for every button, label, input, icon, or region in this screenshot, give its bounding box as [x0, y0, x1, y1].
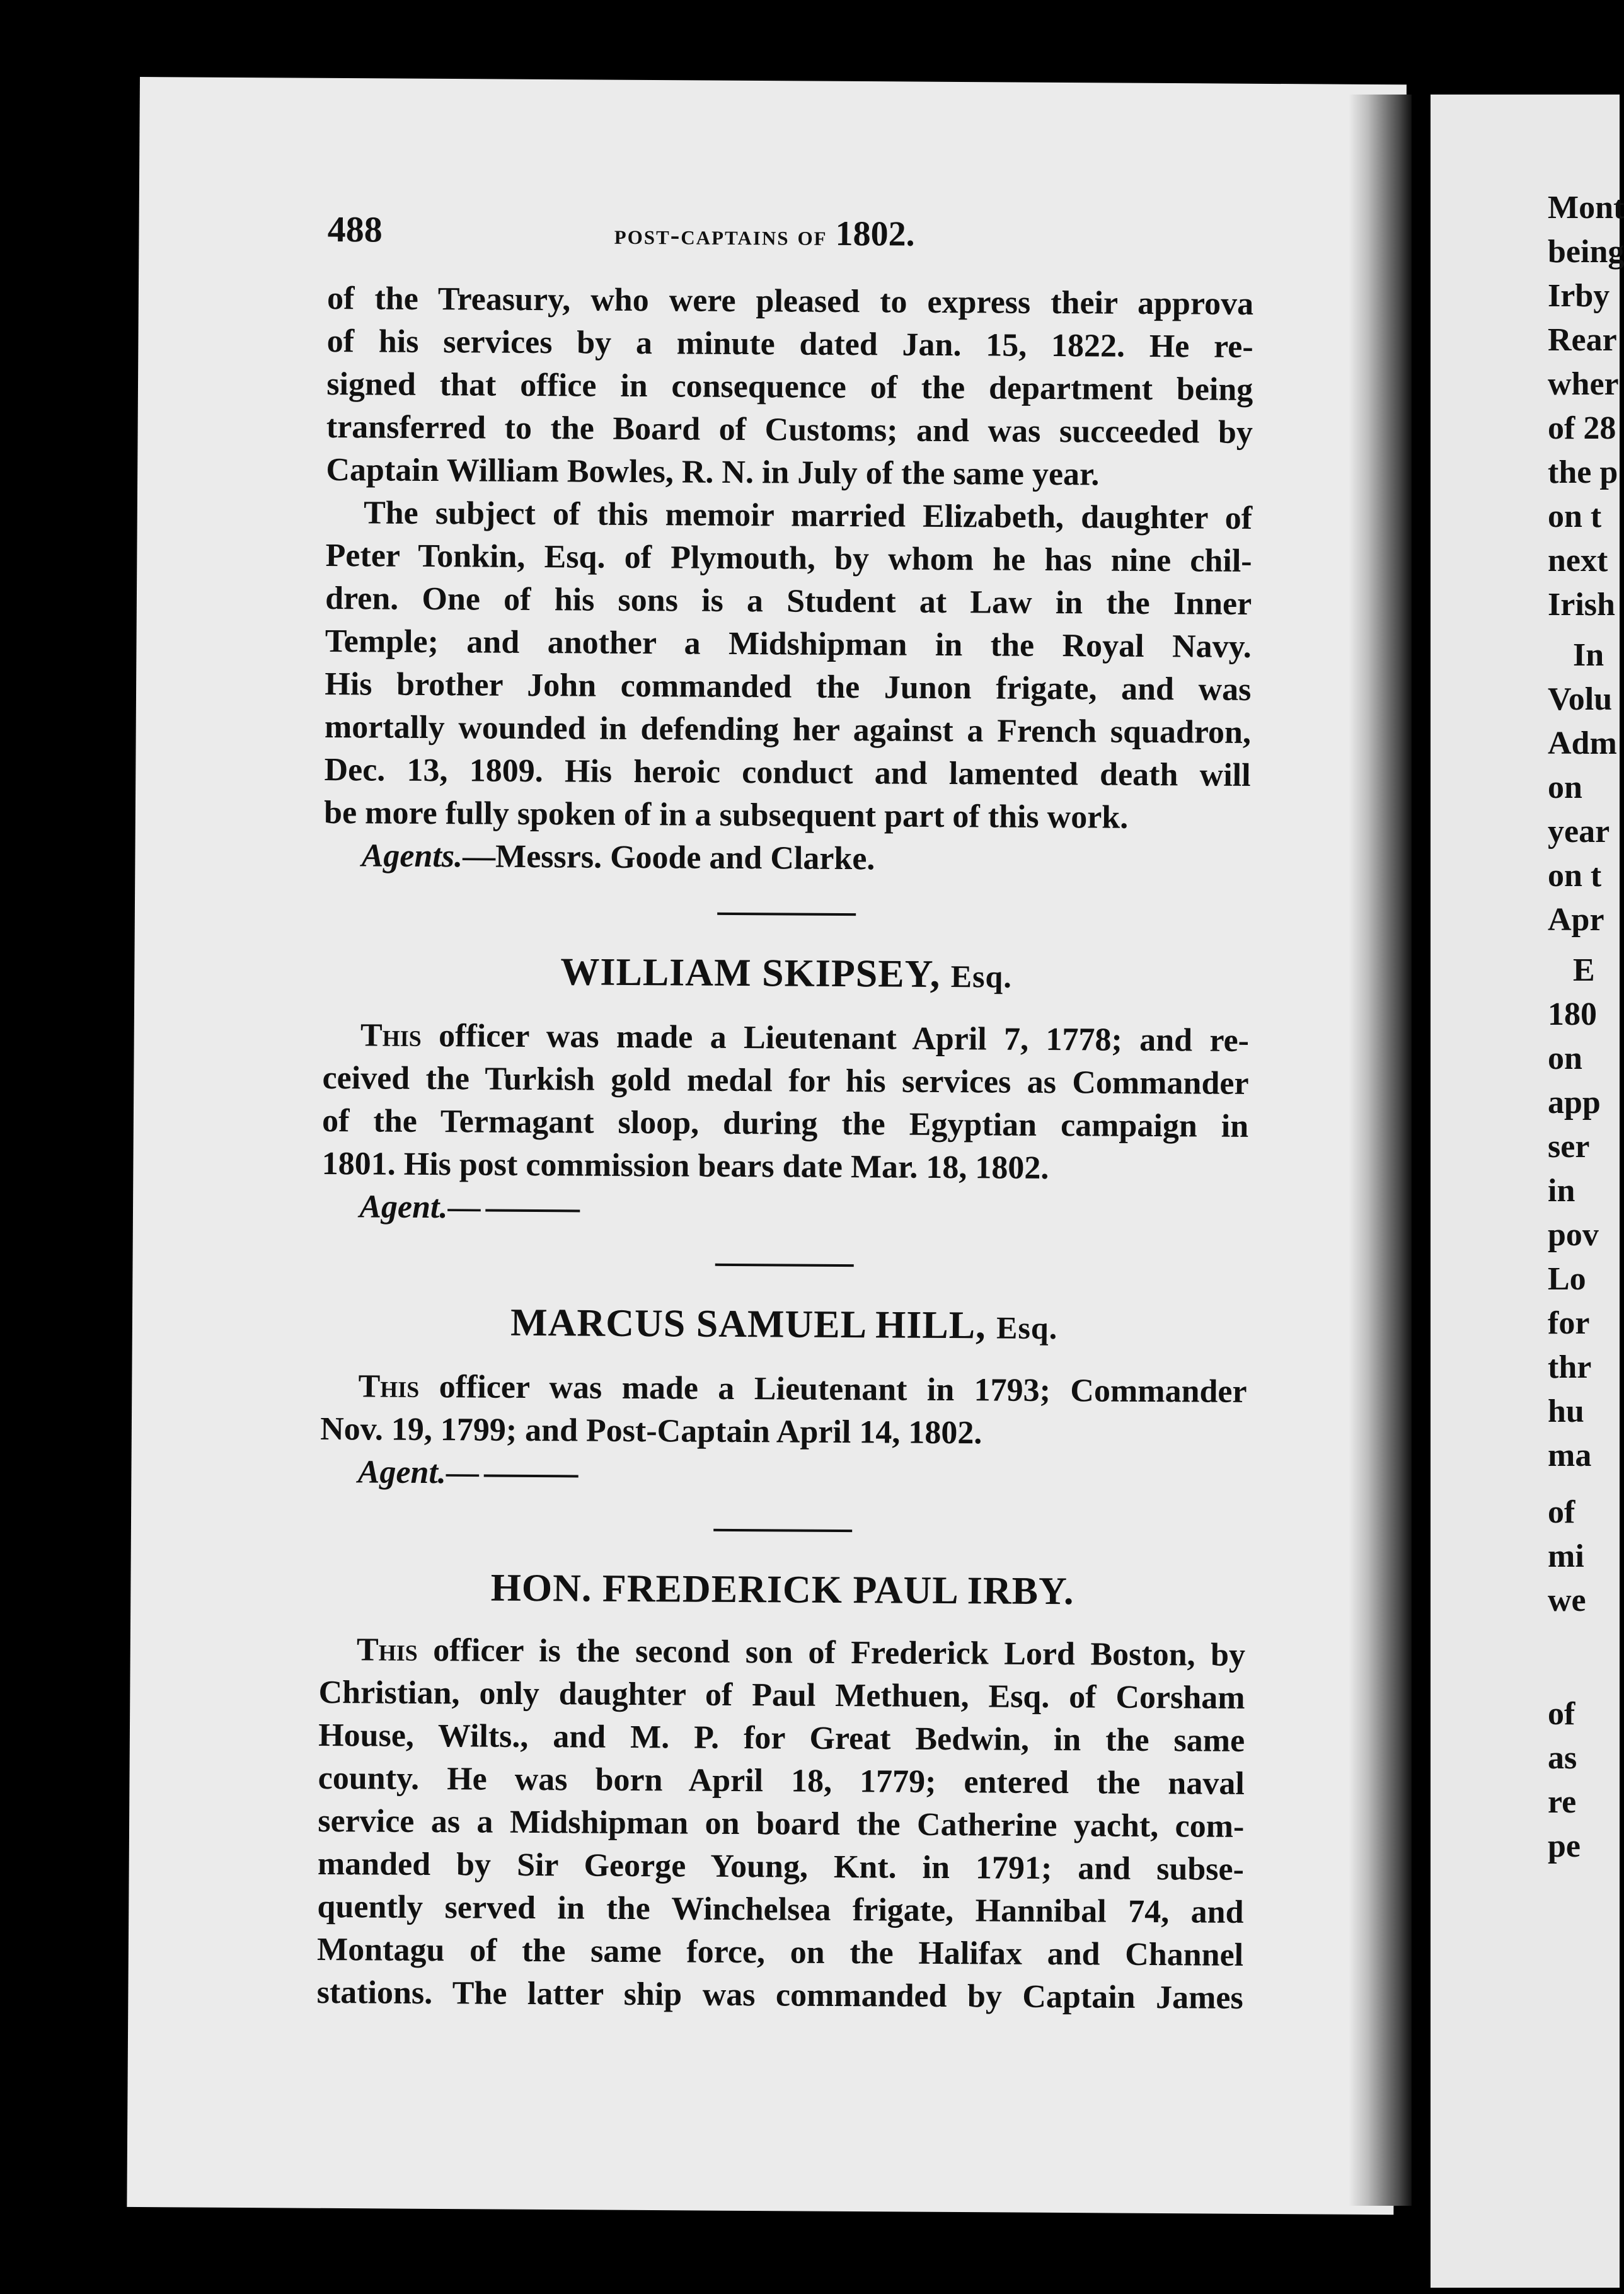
heading-suffix: Esq. [996, 1310, 1058, 1346]
text-line: of his services by a minute dated Jan. 15, 1822. He re- [326, 323, 1253, 365]
facing-page-fragment: in [1548, 1173, 1575, 1209]
irby-paragraph [316, 1628, 1245, 2020]
heading-name: MARCUS SAMUEL HILL, [510, 1301, 986, 1347]
text-line: be more fully spoken of in a subsequent part of this work. [323, 794, 1129, 836]
text-line: The subject of this memoir married Elizabeth, daughter of [363, 495, 1253, 536]
running-head-year: 1802. [835, 214, 915, 254]
facing-page-fragment: Volu [1548, 681, 1613, 717]
facing-page-fragment: thr [1548, 1349, 1592, 1385]
facing-page-fragment: Mont [1548, 190, 1624, 226]
text-line [319, 1628, 1245, 1677]
text-line: Christian, only daughter of Paul Methuen, Esq. of Corsham [318, 1674, 1245, 1716]
agents-line [324, 834, 1250, 883]
skipsey-paragraph [322, 1014, 1250, 1191]
page-number: 488 [327, 208, 383, 250]
agent-blank-rule [484, 1475, 579, 1478]
running-head-text: post-captains of [614, 219, 827, 251]
facing-page-fragment: Adm [1548, 725, 1617, 761]
agent-value: — [446, 1455, 480, 1491]
text-line: Captain William Bowles, R. N. in July of the same year. [326, 451, 1100, 493]
book-gutter-shadow [1349, 95, 1412, 2206]
line-text: officer was made a Lieutenant in 1793; Commander [439, 1369, 1247, 1410]
section-separator [715, 1264, 854, 1267]
agent-line [321, 1185, 1248, 1234]
entry-heading-hill [321, 1296, 1247, 1354]
first-word: This [360, 1017, 422, 1054]
facing-page-fragment: ma [1548, 1438, 1592, 1473]
facing-page-fragment: pov [1548, 1217, 1599, 1253]
text-line: Nov. 19, 1799; and Post-Captain April 14, 1802. [320, 1410, 982, 1451]
facing-page-fragment: on [1548, 769, 1582, 805]
facing-page-fragment: re [1548, 1784, 1577, 1820]
facing-page-fragment: Irish [1548, 587, 1615, 623]
facing-page-fragment: app [1548, 1085, 1601, 1121]
agent-value: — [447, 1189, 481, 1226]
facing-page-fragment: Rear [1548, 322, 1617, 358]
text-line: ceived the Turkish gold medal for his services as Commander [322, 1059, 1249, 1102]
text-line: Temple; and another a Midshipman in the Royal Navy. [325, 623, 1252, 665]
running-head [614, 211, 915, 258]
facing-page-fragment: ser [1548, 1129, 1590, 1165]
facing-page-fragment: Lo [1548, 1261, 1586, 1297]
agent-line [320, 1451, 1247, 1499]
facing-page-fragment: of [1548, 1494, 1575, 1530]
first-word: This [356, 1632, 418, 1668]
agent-label: Agent. [359, 1189, 448, 1226]
text-line: transferred to the Board of Customs; and was succeeded by [326, 408, 1253, 451]
text-line: mortally wounded in defending her against a French squadron, [324, 708, 1252, 751]
facing-page-fragment: hu [1548, 1393, 1584, 1429]
facing-page-fragment: the p [1548, 454, 1618, 490]
facing-page-fragment: as [1548, 1740, 1577, 1776]
facing-page-fragment: Apr [1548, 902, 1604, 938]
facing-page-fragment: on [1548, 1040, 1582, 1076]
text-line: House, Wilts., and M. P. for Great Bedwin, in the same [318, 1717, 1245, 1759]
text-line [323, 1014, 1249, 1063]
text-line: His brother John commanded the Junon frigate, and was [325, 666, 1252, 708]
heading-name: WILLIAM SKIPSEY, [560, 950, 941, 996]
page-text-block [316, 208, 1253, 2020]
page-header [327, 208, 1254, 283]
facing-page-fragment: mi [1548, 1538, 1584, 1574]
agent-blank-rule [485, 1209, 580, 1213]
facing-page-fragment: pe [1548, 1828, 1581, 1864]
text-line: 1801. His post commission bears date Mar. 18, 1802. [321, 1145, 1049, 1187]
facing-page-fragment: on t [1548, 858, 1602, 894]
text-line [320, 1365, 1247, 1414]
section-separator [717, 913, 856, 916]
facing-page-fragment: on t [1548, 499, 1602, 534]
agent-label: Agent. [357, 1454, 447, 1491]
facing-page-fragment: In [1573, 637, 1604, 673]
text-line: signed that office in consequence of the department being [326, 366, 1253, 408]
facing-page-fragment: we [1548, 1582, 1586, 1618]
facing-page-fragment: of 28 [1548, 410, 1616, 446]
facing-page-fragment: for [1548, 1305, 1590, 1341]
text-line: Montagu of the same force, on the Halifax and Channel [316, 1931, 1244, 1973]
text-line: stations. The latter ship was commanded by Captain James [316, 1974, 1243, 2016]
text-line: quently served in the Winchelsea frigate, Hannibal 74, and [317, 1888, 1244, 1930]
continuation-paragraph [326, 277, 1253, 497]
line-text: officer was made a Lieutenant April 7, 1778; and re- [438, 1018, 1250, 1059]
facing-page-fragment: being [1548, 234, 1624, 270]
facing-page-fragment: wher [1548, 366, 1619, 402]
agents-value: —Messrs. Goode and Clarke. [462, 838, 875, 877]
text-line: manded by Sir George Young, Knt. in 1791; and subse- [317, 1845, 1245, 1888]
first-word: This [358, 1368, 420, 1405]
text-line: of the Termagant sloop, during the Egyptian campaign in [321, 1102, 1249, 1144]
facing-page [1431, 95, 1624, 2288]
facing-page-fragment: next [1548, 543, 1608, 579]
facing-page-fragment: of [1548, 1696, 1575, 1732]
entry-heading-irby: HON. FREDERICK PAUL IRBY. [490, 1566, 1074, 1613]
facing-page-fragment: year [1548, 814, 1610, 850]
memoir-paragraph [324, 492, 1252, 840]
facing-page-fragment: E [1573, 952, 1595, 988]
facing-page-fragment: 180 [1548, 996, 1597, 1032]
entry-heading-skipsey [323, 945, 1249, 1003]
facing-page-fragment: Irby [1548, 278, 1610, 314]
hill-paragraph [320, 1365, 1247, 1456]
text-line: dren. One of his sons is a Student at Law in the Inner [325, 580, 1252, 622]
heading-suffix: Esq. [950, 959, 1012, 994]
text-line: Dec. 13, 1809. His heroic conduct and lamented death will [324, 751, 1251, 793]
text-line: Peter Tonkin, Esq. of Plymouth, by whom he has nine chil- [325, 537, 1252, 579]
line-text: officer is the second son of Frederick Lord Boston, by [433, 1632, 1246, 1673]
section-separator [713, 1529, 852, 1532]
text-line: county. He was born April 18, 1779; entered the naval [318, 1760, 1245, 1802]
agents-label: Agents. [361, 838, 463, 875]
text-line: of the Treasury, who were pleased to express their approva [326, 280, 1254, 322]
text-line: service as a Midshipman on board the Catherine yacht, com- [318, 1802, 1245, 1845]
